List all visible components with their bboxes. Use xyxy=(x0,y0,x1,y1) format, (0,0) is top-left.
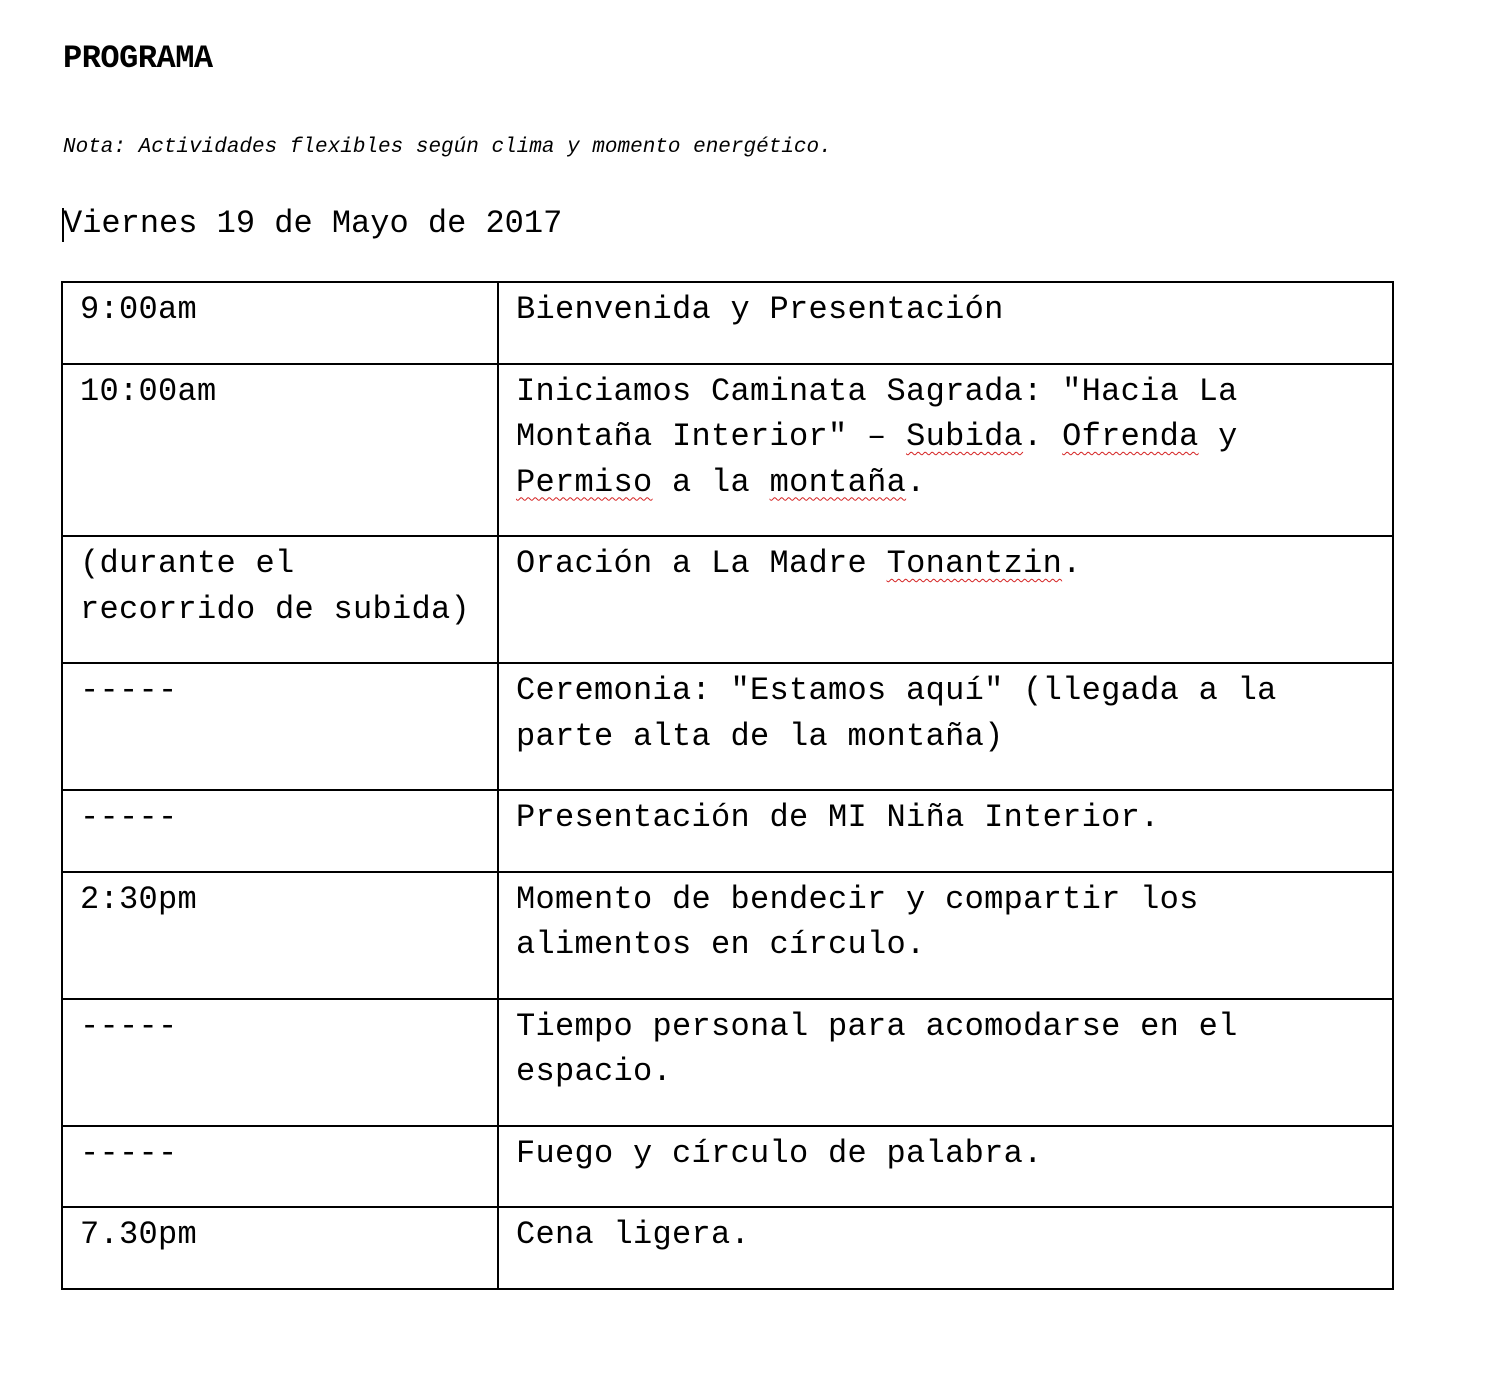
table-row xyxy=(62,1126,1393,1208)
document-title: PROGRAMA xyxy=(63,40,213,77)
activity-cell[interactable] xyxy=(498,1207,1393,1289)
schedule-body xyxy=(62,282,1393,1289)
activity-text: Fuego y círculo de palabra. xyxy=(516,1134,1043,1172)
time-cell[interactable]: 7.30pm xyxy=(62,1207,498,1289)
activity-text: Presentación de MI Niña Interior. xyxy=(516,799,1160,836)
date-heading[interactable]: Viernes 19 de Mayo de 2017 xyxy=(63,205,563,242)
activity-cell[interactable] xyxy=(498,364,1393,537)
activity-text: Momento de bendecir y compartir los alimentos en círculo. xyxy=(516,880,1199,963)
activity-cell[interactable] xyxy=(498,663,1393,790)
time-cell[interactable]: ----- xyxy=(62,663,498,790)
activity-text: y xyxy=(1198,418,1238,455)
schedule-table xyxy=(61,281,1394,1290)
activity-cell[interactable] xyxy=(498,282,1393,364)
misspelled-word[interactable]: Subida xyxy=(906,418,1024,455)
activity-cell[interactable] xyxy=(498,999,1393,1126)
activity-text: . xyxy=(906,463,926,501)
table-row xyxy=(62,663,1393,790)
time-cell[interactable]: (durante el recorrido de subida) xyxy=(62,536,498,663)
activity-text: . xyxy=(1062,545,1082,582)
time-cell[interactable]: ----- xyxy=(62,790,498,872)
table-row xyxy=(62,790,1393,872)
table-row xyxy=(62,1207,1393,1289)
time-cell[interactable]: ----- xyxy=(62,999,498,1126)
activity-text: . xyxy=(1023,418,1063,455)
activity-text: a la xyxy=(652,463,770,501)
misspelled-word[interactable]: Ofrenda xyxy=(1062,418,1199,455)
activity-text: Tiempo personal para acomodarse en el espacio. xyxy=(516,1007,1238,1090)
activity-cell[interactable] xyxy=(498,536,1393,663)
activity-text: Bienvenida y Presentación xyxy=(516,291,1004,328)
table-row xyxy=(62,999,1393,1126)
table-row xyxy=(62,536,1393,663)
activity-text: Oración a La Madre xyxy=(516,545,887,582)
activity-cell[interactable] xyxy=(498,872,1393,999)
time-cell[interactable]: 2:30pm xyxy=(62,872,498,999)
activity-text: Iniciamos Caminata Sagrada: "Hacia La Montaña Interior" – xyxy=(516,372,1238,455)
misspelled-word[interactable]: Permiso xyxy=(516,463,653,501)
table-row xyxy=(62,872,1393,999)
note-text: Nota: Actividades flexibles según clima y momento energético. xyxy=(63,136,832,159)
table-row xyxy=(62,282,1393,364)
table-row xyxy=(62,364,1393,537)
misspelled-word[interactable]: montaña xyxy=(769,463,907,501)
time-cell[interactable]: 9:00am xyxy=(62,282,498,364)
activity-cell[interactable] xyxy=(498,790,1393,872)
activity-text: Ceremonia: "Estamos aquí" (llegada a la parte alta de la montaña) xyxy=(516,672,1277,755)
misspelled-word[interactable]: Tonantzin xyxy=(886,545,1063,582)
time-cell[interactable]: 10:00am xyxy=(62,364,498,537)
activity-cell[interactable] xyxy=(498,1126,1393,1208)
time-cell[interactable]: ----- xyxy=(62,1126,498,1208)
activity-text: Cena ligera. xyxy=(516,1216,751,1253)
